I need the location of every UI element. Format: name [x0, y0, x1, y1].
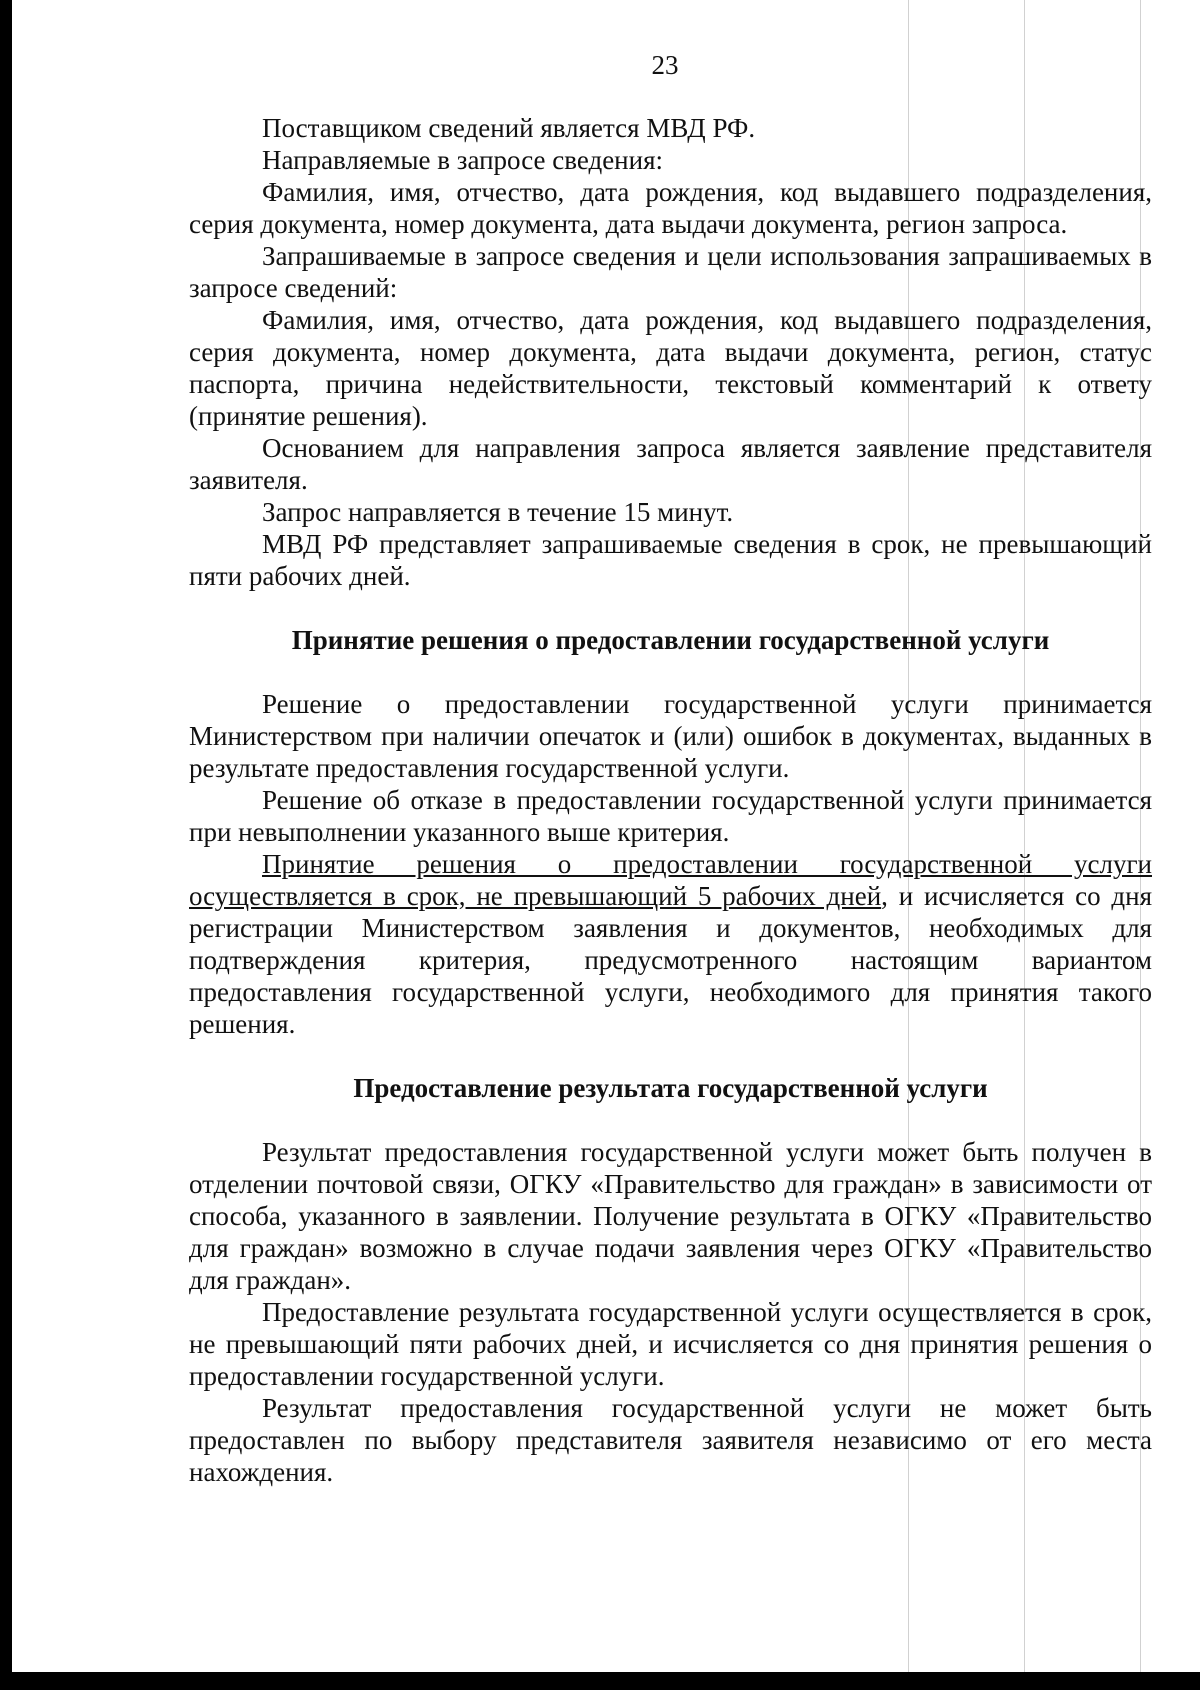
paragraph: Результат предоставления государственной услуги может быть получен в отделении почтовой связи, ОГКУ «Правительство для граждан» в зависимости от способа, указанного в заявлении. Получение результата в ОГКУ «Правительство для граждан» возможно в случае подачи заявления через ОГКУ «Правительство для граждан». [189, 1137, 1152, 1295]
paragraph: Фамилия, имя, отчество, дата рождения, код выдавшего подразделения, серия документа, номер документа, дата выдачи документа, регион запроса. [189, 177, 1152, 239]
paragraph-continuation: , и исчисляется со дня регистрации Министерством заявления и документов, необходимых для подтверждения критерия, предусмотренного настоящим вариантом предоставления государственной услуги, необходимого для принятия такого решения. [189, 881, 1152, 1039]
underlined-term: Принятие решения о предоставлении государственной услуги осуществляется в срок, не превышающий 5 рабочих дней [189, 849, 1152, 911]
paragraph: Решение об отказе в предоставлении государственной услуги принимается при невыполнении указанного выше критерия. [189, 785, 1152, 847]
section-heading: Принятие решения о предоставлении государственной услуги [291, 625, 1050, 655]
paragraph: Предоставление результата государственной услуги осуществляется в срок, не превышающий пяти рабочих дней, и исчисляется со дня принятия решения о предоставлении государственной услуги. [189, 1297, 1152, 1391]
paragraph: Поставщиком сведений является МВД РФ. [262, 113, 756, 143]
paragraph: Результат предоставления государственной услуги не может быть предоставлен по выбору представителя заявителя независимо от его места нахождения. [189, 1393, 1152, 1487]
paragraph: Запрашиваемые в запросе сведения и цели использования запрашиваемых в запросе сведений: [189, 241, 1152, 303]
scan-left-border [0, 0, 12, 1690]
scan-bottom-border [0, 1672, 1200, 1690]
page-number: 23 [651, 50, 679, 80]
paragraph: МВД РФ представляет запрашиваемые сведения в срок, не превышающий пяти рабочих дней. [189, 529, 1152, 591]
decision-term-paragraph [189, 848, 1152, 1040]
section-heading: Предоставление результата государственной услуги [353, 1073, 988, 1103]
paragraph: Основанием для направления запроса является заявление представителя заявителя. [189, 433, 1152, 495]
paragraph: Запрос направляется в течение 15 минут. [262, 497, 734, 527]
paragraph: Решение о предоставлении государственной услуги принимается Министерством при наличии опечаток и (или) ошибок в документах, выданных в результате предоставления государственной услуги. [189, 689, 1152, 783]
paragraph: Фамилия, имя, отчество, дата рождения, код выдавшего подразделения, серия документа, номер документа, дата выдачи документа, регион, статус паспорта, причина недействительности, текстовый комментарий к ответу (принятие решения). [189, 305, 1152, 431]
document-body [189, 112, 1152, 1488]
paragraph: Направляемые в запросе сведения: [262, 145, 663, 175]
